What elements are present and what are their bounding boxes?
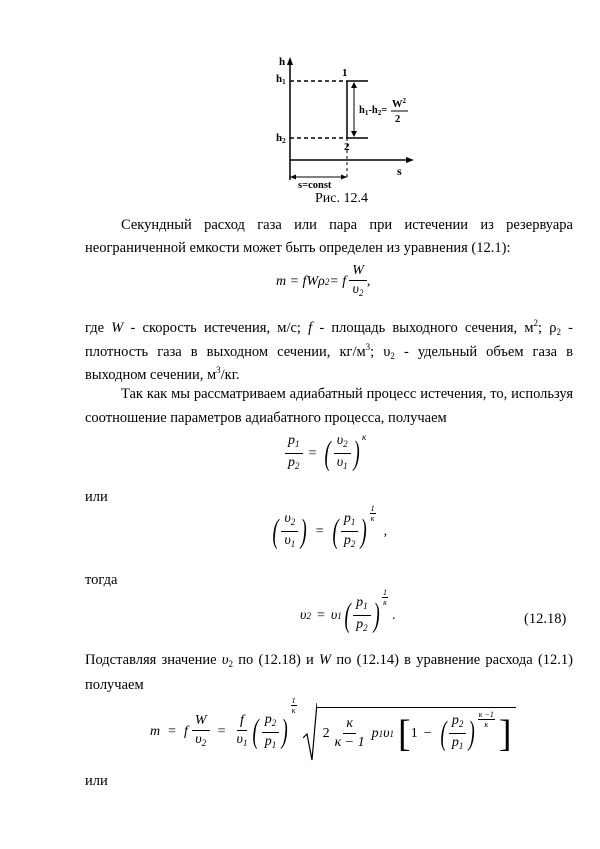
equation-mass-flow: m = fWρ 2 = f $\frac{W}{\upsilon_2}$ ,: [276, 263, 371, 298]
x-axis-arrow: [406, 157, 414, 163]
word-or-1: или: [85, 489, 108, 505]
svg-text:2: 2: [395, 114, 401, 125]
drop-formula: h1-h2=: [359, 105, 388, 117]
word-or-2: или: [85, 773, 108, 789]
s-const-label: s=const: [298, 180, 332, 190]
equation-number-12-18: (12.18): [524, 611, 567, 627]
paragraph-4-line-2: получаем: [85, 677, 144, 693]
paragraph-1-line-1: Секундный расход газа или пара при истечении из резервуара: [121, 217, 573, 233]
word-then: тогда: [85, 572, 118, 588]
axis-s-label: s: [397, 164, 402, 178]
equation-volume-ratio: ( $\frac{\upsilon_2}{\upsilon_1}$ ) = ( $\frac{p_1}{p_2}$ ) $\frac{1}{к}$ ,: [272, 504, 388, 550]
axis-h-label: h: [279, 56, 286, 68]
point-2-label: 2: [344, 141, 350, 153]
figure-12-4: [270, 55, 420, 190]
paragraph-3-line-1: Так как мы рассматриваем адиабатный процесс истечения, то, используя: [121, 386, 573, 402]
paragraph-2-line-3: выходном сечении, $м^3/кг$.: [85, 365, 240, 383]
equation-12-18: υ 2 = υ 1 ( $\frac{p_1}{p_2}$ ) $\frac{1}{к}$ .: [300, 588, 396, 634]
equation-mass-flow-final: m = f $\frac{W}{\upsilon_2}$ = $\frac{f}{\upsilon_1}$ ( $\frac{p_2}{p_1}$ ) $\frac{1}{к}$ 2 $\frac{к}{к - 1}$ p 1 υ 1 [ 1 − ( $\frac{p_2}{p_1}$ ) $\frac{к -1}{к}$ ]: [150, 702, 516, 762]
equation-adiabatic-relation: $\frac{p_1}{p_2}$ = ( $\frac{\upsilon_2}{\upsilon_1}$ ) к: [285, 432, 366, 475]
svg-text:W2: $W^2$: [392, 97, 406, 110]
paragraph-2-line-1: где W - скорость истечения, м/с; f - площадь выходного сечения, $м^2$; $\rho_2$ -: [85, 318, 573, 337]
paragraph-3-line-2: соотношение параметров адиабатного процесса, получаем: [85, 410, 447, 426]
y-axis-arrow: [287, 57, 293, 65]
figure-caption: Рис. 12.4: [315, 191, 368, 206]
point-1-label: 1: [342, 67, 348, 79]
paragraph-4-line-1: Подставляя значение $\upsilon_2$ по (12.18) и W по (12.14) в уравнение расхода (12.1): [85, 652, 573, 669]
sqrt-sign: [303, 702, 317, 762]
paragraph-2-line-2: плотность газа в выходном сечении, $кг/м^3$; $\upsilon_2$ - удельный объем газа в: [85, 342, 573, 361]
paragraph-1-line-2: неограниченной емкости может быть определен из уравнения (12.1):: [85, 240, 511, 256]
h2-label: h2: [276, 132, 286, 145]
h1-label: h1: [276, 73, 286, 86]
